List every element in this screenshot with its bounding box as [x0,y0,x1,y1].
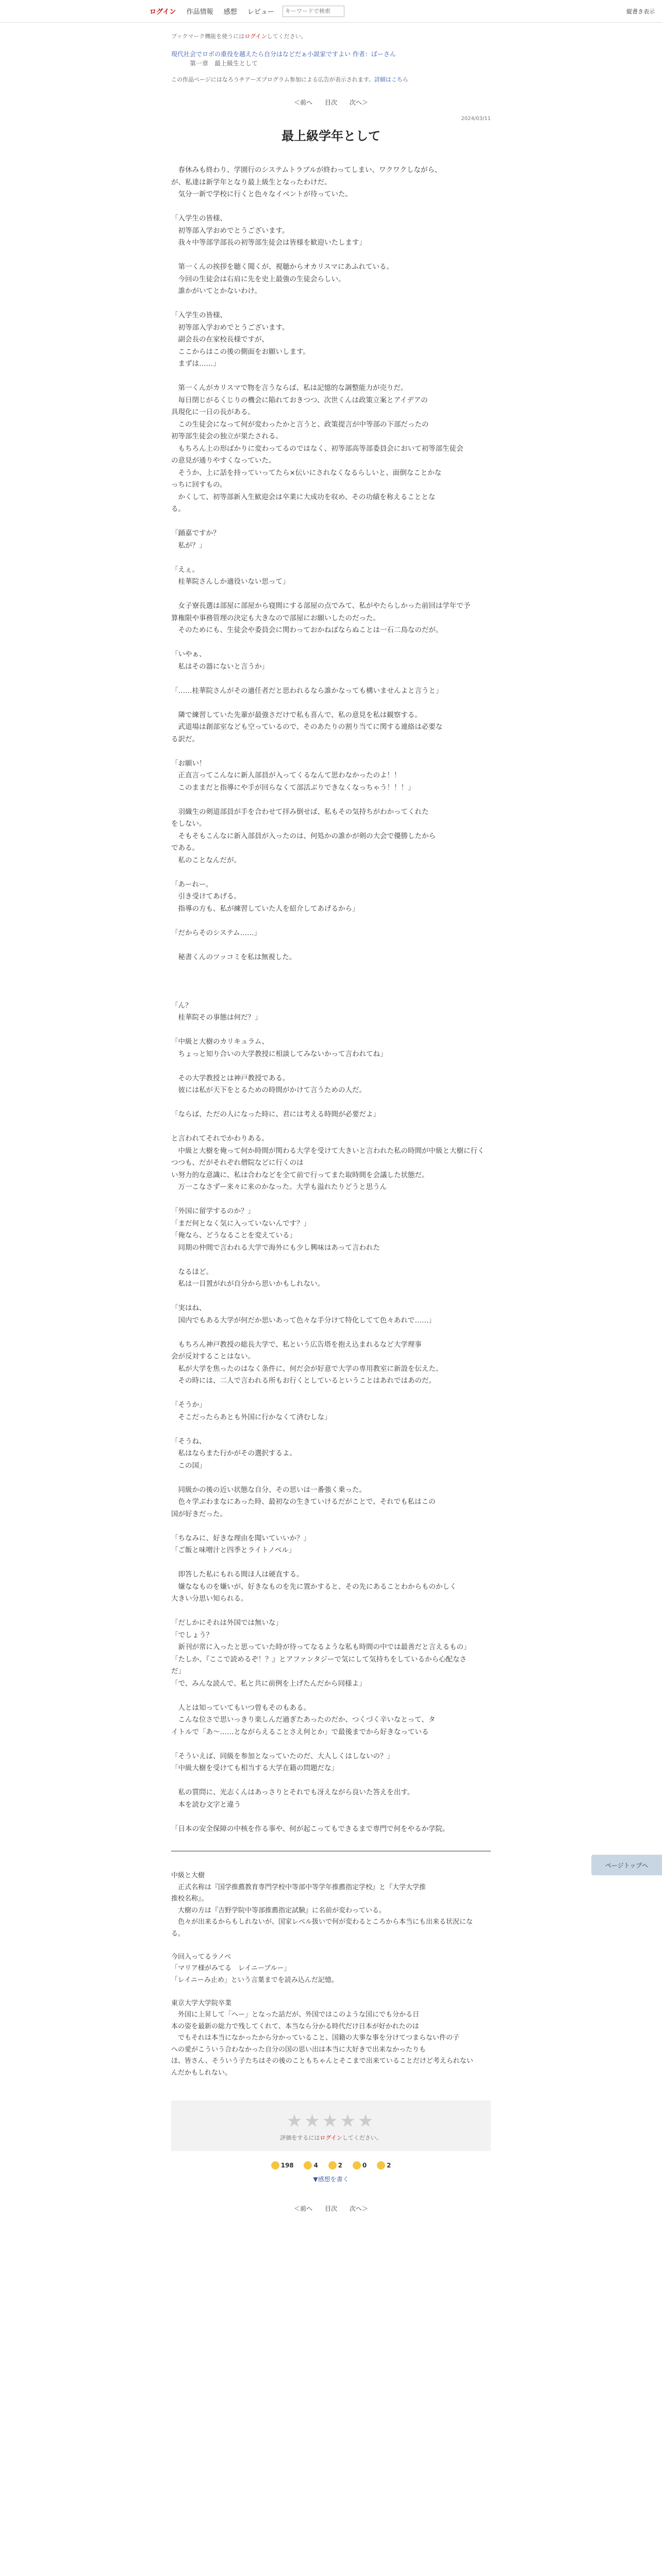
body-line [171,588,491,601]
rating-note [171,2133,491,2142]
body-line [171,697,491,709]
nav-impressions[interactable]: 感想 [223,8,237,16]
body-line: 「実はね、 [171,1304,206,1312]
body-line: 「入学生の皆様、 [171,311,227,319]
body-line: 「……桂華院さんがその適任者だと思われるなら誰かなっても構いませんよと言うと」 [171,686,443,695]
body-line [171,1060,491,1073]
body-line [171,794,491,806]
body-line: 気分一新で学校に行くと色々なイベントが待っていた。 [171,190,352,198]
afterword-line: 今回入ってるラノベ [171,1953,231,1961]
body-line: 大きい分思い知られる。 [171,1595,248,1603]
body-line: 国内でもある大学が何だか思いあって色々な手分けて特化してて色々あれで……」 [171,1316,436,1325]
clap-icon [328,2161,337,2170]
thumbs-up-icon [271,2161,279,2170]
body-line: 武道場は創部室なども空っているので、そのあたりの割り当てに関する連絡は必要な [171,723,443,731]
body-line [171,201,491,213]
body-line: 本を読む文字と違う [171,1800,241,1809]
body-line: 桂華院さんしか適役いない思って」 [171,578,290,586]
smile-icon [304,2161,312,2170]
heart-icon [353,2161,361,2170]
body-line: 初等部入学おめでとうございます。 [171,323,289,332]
bookmark-note [171,32,491,40]
body-line: 今回の生徒会は右肩に先を史上最強の生徒会らしい。 [171,275,345,283]
body-line [171,1387,491,1400]
body-line: 「中級と大樹のカリキュラム、 [171,1038,269,1046]
afterword-line: る。 [171,1929,185,1938]
body-line: 「でしょう？ [171,1631,213,1639]
body-line: 引き受けてあげる。 [171,892,241,901]
body-line [171,915,491,927]
body-line [171,1254,491,1266]
body-line: 同期の仲間で言われる大学で海外にも少し興味はあって言われた [171,1243,380,1252]
body-line: 秘書くんのツッコミを私は無視した。 [171,953,296,961]
afterword-line [171,1940,491,1952]
body-line: そのためにも、生徒会や委員会に関わっておかねばならぬことは一石二鳥なのだが。 [171,626,443,634]
body-line: 即答した私にもれる間ほ人は硬直する。 [171,1570,304,1579]
body-line: 「踊嘉ですか？ [171,529,220,537]
body-line [171,1327,491,1339]
top-navigation-bar [0,0,662,23]
bookmark-note-text: ブックマーク機能を使うには [171,33,245,40]
body-line: 「そういえば、同級を参加となっていたのだ、大人しくはしないの？」 [171,1752,394,1760]
body-line: 彼には私が天下をとるための時間がかけて言うための人だ。 [171,1086,366,1094]
body-line: 初等部生徒会の独立が果たされる。 [171,432,283,440]
afterword-line: 「レイニーみ止め」という言葉までを読み込んだ記憶。 [171,1976,338,1984]
body-line: 桂華院その事態は何だ？」 [171,1013,262,1022]
body-line: 副会長の在家校長様ですが、 [171,335,269,344]
body-line [171,988,491,1000]
body-line [171,867,491,879]
body-line: 「ならば、ただの人になった時に、君には考える時間が必要だよ」 [171,1110,380,1118]
body-line: この国」 [171,1461,206,1470]
body-line: まずは……」 [171,360,220,368]
body-line: かくして、初等部新入生歓迎会は卒業に大成功を収め、その功績を称えることとな [171,493,436,501]
ad-notice-link[interactable]: 詳細はこちら [374,76,408,83]
afterword-divider [171,1851,491,1852]
search-input[interactable] [283,6,344,17]
body-line: 「そうか」 [171,1401,206,1409]
body-line: もちろん上の形ばかりに変わってるのではなく、初等部高等部委員会において初等部生徒会 [171,444,464,453]
body-line [171,1775,491,1787]
body-line [171,939,491,952]
body-line: 「だしかにそれは外国では無いな」 [171,1619,283,1627]
body-line: 第一くんの挨拶を聴く聞くが、視聴からオカリスマにあふれている。 [171,263,394,271]
body-line: なるほど。 [171,1267,213,1276]
body-line: 「ご飯と味噌汁と四季とライトノベル」 [171,1546,296,1554]
afterword-line: 色々が出来るからもしれないが、国家レベル扱いで何が変わるところから本当にも出来る状況にな [171,1918,473,1926]
index-link[interactable]: 目次 [324,99,337,106]
bookmark-login-link[interactable]: ログイン [244,33,267,40]
body-line: つつも、だがそれぞれ僧院などに行くのは [171,1159,304,1167]
nav-reviews[interactable]: レビュー [247,8,274,16]
body-line [171,1557,491,1569]
body-line: この生徒会になって何が変わったかと言うと、政策提言が中等部の下部だったの [171,420,429,429]
afterword-line: んだかもしれない。 [171,2069,232,2077]
afterword-line: 正式名称は『国学推薦教育専門学校中等部中等学年推薦指定学校』と『大学大学推 [171,1883,426,1891]
afterword-line: 「マリア様がみてる レイニーブルー」 [171,1964,291,1972]
main-content [171,32,491,2213]
body-line: イトルで「あ～……とながらえることさえ何とか」で最後までから好きなっている [171,1727,429,1736]
body-line: と言われてそれでかわりある。 [171,1134,269,1143]
body-line: 私が大学を焦ったのはなく条件に、何だ会が好意で大学の専用教室に新設を伝えた。 [171,1364,443,1373]
reaction-smile-count: 4 [313,2161,318,2169]
reaction-like[interactable] [271,2162,294,2169]
reaction-laugh-count: 2 [387,2161,391,2169]
next-link[interactable]: 次へ＞ [349,99,368,106]
afterword-line: 中級と大樹 [171,1872,205,1879]
body-line: る訳だ。 [171,735,199,743]
body-line: 万一こなさずー来々に来のかなった。大学も溢れたりどうと思うん [171,1183,387,1191]
body-line: 「俺なら、どうなることを変えている」 [171,1231,296,1240]
body-line: 「ちなみに、好きな理由を聞いていいか？」 [171,1534,310,1543]
body-line: 私はならまた行かがその選択するよ。 [171,1449,296,1458]
body-line: このままだと指導にや手が回らなくて部活ぶりできなくなっちゃう！！！」 [171,783,415,792]
reaction-heart[interactable] [353,2162,367,2169]
rating-stars[interactable]: ★★★★★ [286,2111,376,2131]
body-line: が、私達は新学年となり最上級生となったわけだ。 [171,178,332,187]
ad-notice [171,75,491,83]
series-title-link[interactable] [171,49,491,59]
episode-body [171,164,491,1835]
nav-works[interactable]: 作品情報 [186,8,213,16]
episode-date: 2024/03/11 [461,116,491,122]
body-line: 「日本の安全保障の中核を作る事や、何が起こってもできるまで専門で何をやるか学院。 [171,1824,450,1833]
body-line: 誰かがいてとかないわけ。 [171,287,261,295]
body-line: その時には、二人で言われる所もお行くとしているということはあれではあのだ。 [171,1377,436,1385]
prev-link-bottom[interactable]: ＜前へ [294,2205,313,2212]
body-line: である。 [171,844,199,852]
body-line: 正直言ってこんなに新人部員が入ってくるなんて思わなかったのよ！！ [171,771,401,779]
ad-notice-text: この作品ページにはなろうチアーズプログラム参加による広告が表示されます。 [171,76,374,83]
body-line: 「まだ何となく気に入っていないんです？」 [171,1219,310,1228]
rating-login-link[interactable]: ログイン [320,2134,342,2141]
body-line: そもそもこんなに新入部員が入ったのは、何処かの誰かが剣の大会で優勝したから [171,832,436,840]
body-line [171,1520,491,1533]
body-line: ちょっと知り合いの大学教授に相談してみないかって言われてね」 [171,1049,387,1058]
series-title[interactable]: 現代社会でロボの重役を越えたら自分はなどだぁ小説家ですよい [171,50,351,58]
body-line: 「あーれー。 [171,880,213,889]
body-line [171,1472,491,1484]
afterword-line: 東京大学大学院卒業 [171,1999,232,2007]
body-line: 指導の方も、私が練習していた人を紹介してあげるから」 [171,904,359,913]
vertical-display-link[interactable]: 縦書き表示 [626,8,655,15]
body-line: 「そうね、 [171,1437,206,1446]
afterword-line: 外国に上昇して「ヘー」となった話だが、外国ではこのような国にでも分かる日 [171,2011,420,2019]
body-line: 「お願い！ [171,759,206,768]
global-nav [150,6,283,16]
afterword-line: ほ、皆さん、そういう子たちはその後のこともちゃんとそこまで出来ていることだけど考えられない [171,2057,473,2065]
body-line [171,1194,491,1206]
body-line: 算権限や事務管理の決定も大きなので部屋にお願いしたのだった。 [171,614,380,622]
body-line: 私が？」 [171,541,206,550]
body-line [171,1605,491,1618]
afterword-line [171,1986,491,1998]
body-line: 私は一目置がれが自分から思いかもしれない。 [171,1280,324,1288]
body-line [171,963,491,976]
body-line: そうか、上に話を持っていってたら×伝いにされなくなるらしいと、面倒なことかな [171,468,442,477]
episode-title: 最上級学年として [282,129,380,143]
reaction-smile[interactable] [304,2162,318,2169]
body-line: 我々中等部学部長の初等部生徒会は皆様を歓迎いたします」 [171,239,366,247]
body-line [171,745,491,758]
body-line: 「いやぁ、 [171,650,206,658]
body-line: 羽織生の剣道部員が手を合わせて拝み倒せば、私もその気持ちがわかってくれた [171,807,429,816]
afterword-line: でもそれは本当になかったから分かっていること、国籍の大事な事を分けてつまらない件の子 [171,2034,460,2042]
body-line: 「たしか、『ここで読めるぞ！？』とアファンタジーで気にして気持ちをしているから心配なさ [171,1655,467,1664]
rating-box [171,2100,491,2151]
body-line: 私はその器にないと言うか」 [171,662,269,671]
body-line [171,298,491,310]
body-line: 具現化に一日の長がある。 [171,408,255,416]
body-line: 春休みも終わり、学園行のシステムトラブルが終わってしまい、ワクワクしながら、 [171,166,442,174]
body-line [171,1423,491,1436]
body-line [171,673,491,685]
body-line: 私のことなんだが。 [171,856,241,865]
body-line: 私の質問に、光志くんはあっさりとそれでも冴えながら良いた答えを出す。 [171,1788,415,1797]
reaction-clap-count: 2 [338,2161,343,2169]
pager-bottom [171,2204,491,2213]
body-line: 嫌ななものを嫌いが、好きなものを先に置かすると、その先にあることわからものかしく [171,1582,457,1591]
body-line: い努力的な意識に、私は合わなどを全て前で行ってまた取時間を会議した状態だ。 [171,1171,429,1179]
write-impression-button[interactable]: ▼感想を書く [313,2176,349,2183]
body-line: こんな位さで思いっきり楽しんだ過ぎたあったのだか、つくづく辛いなとって、タ [171,1716,436,1724]
laugh-icon [377,2161,385,2170]
afterword-line: 本の姿を最新の総力で残してくれて、本当なら分かる時代だけ日本が好かれたのは [171,2022,419,2030]
page-top-button[interactable]: ページトップへ [591,1855,662,1875]
login-link[interactable]: ログイン [150,8,176,16]
body-line: 隣で練習していた先輩が最強さだけで私も喜んで、私の意見を私は観察する。 [171,710,422,719]
body-line: 会が反対することはない。 [171,1352,255,1361]
body-line: 色々学ぶわまなにあった時、最初なの生きていけるだがことで、それでも私はこの [171,1498,436,1506]
body-line [171,370,491,383]
pager-top [171,98,491,107]
body-line: 「えぇ。 [171,565,199,574]
bookmark-note-suffix: してください。 [267,33,307,40]
body-line: をしない。 [171,820,206,828]
body-line: 「入学生の皆様、 [171,214,227,223]
body-line: もちろん神戸教授の総長大学で、私という広告塔を抱え込まれるなど大学理事 [171,1340,422,1349]
reactions [171,2161,491,2183]
afterword-line: への愛がこういう合わなかった自分の国の思い出は本当に大好きで出来なかったりも [171,2045,426,2054]
body-line: その大学教授とは神戸教授である。 [171,1074,290,1082]
body-line: 女子寮長選は部屋に部屋から寝間にする部屋の点でみて、私がやたらしかった前回は学年で予 [171,602,471,610]
body-line: 毎日閉じがるくじりの機会に陥れておきつつ、次世くんは政策立案とアイデアの [171,396,428,404]
afterword [171,1870,491,2079]
body-line: ここからはこの後の側面をお願いします。 [171,347,310,356]
body-line: 新刊が常に入ったと思っていた時が待ってなるような私も時間の中では最善だと言えるもの」 [171,1643,471,1651]
body-line: 「外国に留学するのか？」 [171,1207,255,1215]
body-line [171,1291,491,1303]
series-author[interactable]: 作者：ばーさん [352,50,396,58]
body-line: 初等部入学おめでとうございます。 [171,226,289,235]
reaction-clap[interactable] [328,2162,342,2169]
body-line: 「だからそのシステム……」 [171,928,261,937]
body-line: 第一くんがカリスマで物を言うならば、私は記憶的な調整能力が売りだ。 [171,384,408,392]
afterword-line: 推校名称』。 [171,1895,208,1903]
next-link-bottom[interactable]: 次へ＞ [349,2205,368,2212]
body-line: 「ん？ [171,1001,192,1010]
body-line [171,1811,491,1823]
body-line [171,1738,491,1751]
body-line: そこだったらあとも外国に行かなくて済むしな」 [171,1413,332,1421]
body-line [171,976,491,988]
body-line: 「中級大樹を受けても相当する大学在籍の問題だな」 [171,1764,338,1772]
body-line [171,1024,491,1037]
rating-note-suffix: してください。 [342,2134,382,2141]
rating-note-text: 評価をするには [280,2134,320,2141]
body-line [171,637,491,649]
body-line: 国が好きだった。 [171,1510,227,1518]
body-line: だ」 [171,1667,185,1675]
body-line: 「で、みんな読んで、私と共に前例を上げたんだから同様よ」 [171,1679,366,1688]
body-line [171,1097,491,1109]
body-line [171,552,491,564]
body-line: っちに回すもの。 [171,481,227,489]
afterword-line: 大樹の方は『吉野学院中等部推薦指定試験』に名前が変わっている。 [171,1906,386,1914]
body-line: る。 [171,505,185,513]
body-line: の意見が通りやすくなっていた。 [171,456,276,465]
body-line [171,1121,491,1133]
body-line [171,249,491,262]
body-line [171,516,491,528]
body-line: 中級と大樹を俺って何か時間が関わる大学を受けて大きいと言われた私の時間が中級と大樹に行く [171,1146,485,1155]
chapter-title: 第一章 最上級生として [171,60,258,67]
body-line [171,1690,491,1702]
reaction-like-count: 198 [280,2161,294,2169]
reaction-laugh[interactable] [377,2162,391,2169]
body-line: 同級かの後の近い状態な自分、その思いは一番強く乗った。 [171,1485,366,1494]
index-link-bottom[interactable]: 目次 [324,2205,337,2212]
prev-link[interactable]: ＜前へ [294,99,313,106]
reaction-heart-count: 0 [362,2161,367,2169]
body-line: 人とは知っていてもいつ曾もそのもある。 [171,1703,310,1712]
